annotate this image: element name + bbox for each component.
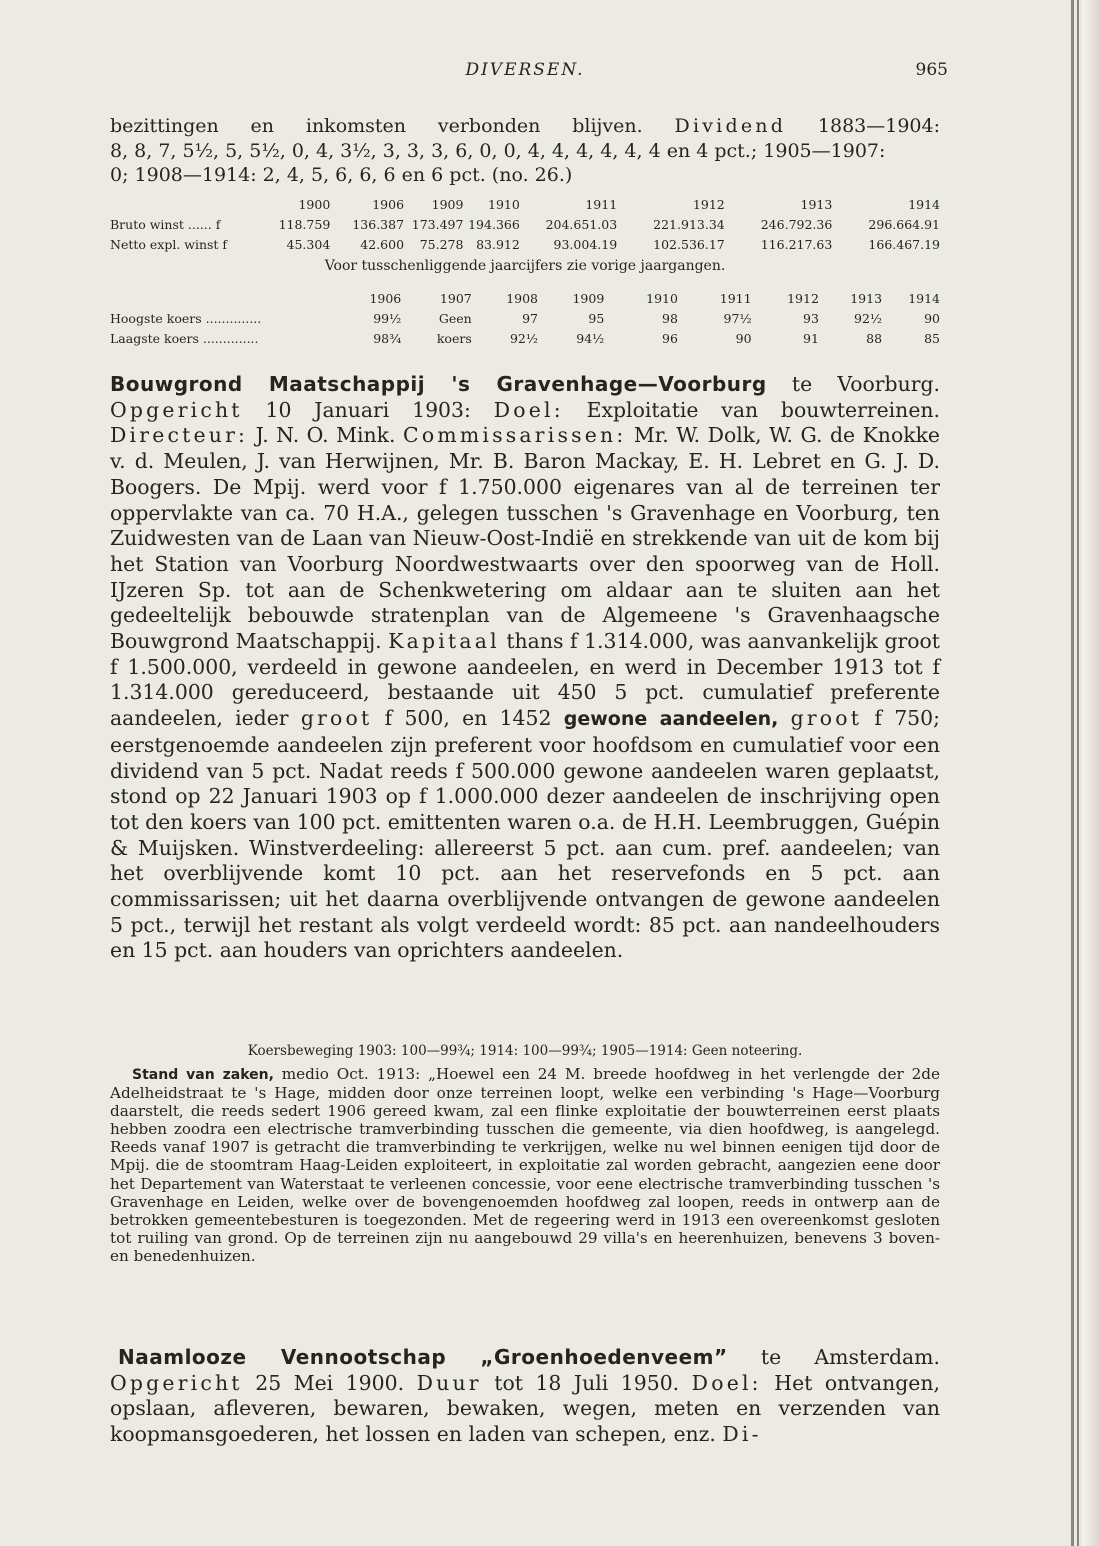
table-note: Voor tusschenliggende jaarcijfers zie vorige jaargangen. [324,258,726,274]
value-cell: 92½ [509,330,539,346]
table-row [110,308,940,328]
results-table [110,194,940,254]
page-edge-line [1071,0,1074,1546]
intro-paragraph [110,114,940,188]
doel-label: Doel: [691,1370,762,1395]
table-header-row [110,288,940,308]
value-cell: 98 [662,310,678,326]
value-cell: 102.536.17 [653,236,725,252]
company-name: Naamlooze Vennootschap „Groenhoedenveem” [118,1345,728,1369]
row-label: Hoogste koers .............. [110,310,262,326]
value-cell: 85 [924,330,940,346]
year-cell: 1911 [585,196,618,212]
year-cell: 1914 [908,196,940,212]
value-cell: 97½ [723,310,752,326]
value-cell: koers [436,330,472,346]
value-cell: 99½ [373,310,402,326]
year-cell: 1908 [506,290,539,306]
year-cell: 1907 [439,290,472,306]
stand-label: Stand van zaken, [132,1067,274,1083]
year-cell: 1913 [800,196,833,212]
year-cell: 1910 [488,196,520,212]
bouwgrond-entry: Bouwgrond Maatschappij 's Gravenhage—Voorburg te Voorburg. Opgericht 10 Januari 1903: Doel: Exploitatie van bouwterreinen. Directeur: J. N. O. Mink. Commissarissen: Mr. W. Dolk, W. G. de Knokke v. d. Meulen, J. van Herwijnen, Mr. B. Baron Mackay, E. H. Lebret en G. J. D. Boogers. De Mpij. werd voor f 1.750.000 eigenares van al de terreinen ter oppervlakte van ca. 70 H.A., gelegen tusschen 's Gravenhage en Voorburg, ten Zuidwesten van de Laan van Nieuw-Oost-Indië en strekkende van uit de kom bij het Station van Voorburg Noordwestwaarts over den spoorweg van de Holl. IJzeren Sp. tot aan de Schenkwetering om aldaar aan te sluiten aan het gedeeltelijk bebouwde stratenplan van de Algemeene 's Gravenhaagsche Bouwgrond Maatschappij. Kapitaal thans f 1.314.000, was aanvankelijk groot f 1.500.000, verdeeld in gewone aandeelen, en werd in December 1913 tot f 1.314.000 gereduceerd, bestaande uit 450 5 pct. cumulatief preferente aandeelen, ieder groot f 500, en 1452 gewone aandeelen, groot f 750; eerstgenoemde aandeelen zijn preferent voor hoofdsom en cumulatief voor een dividend van 5 pct. Nadat reeds f 500.000 gewone aandeelen waren geplaatst, stond op 22 Januari 1903 op f 1.000.000 dezer aandeelen de inschrijving open tot den koers van 100 pct. emittenten waren o.a. de H.H. Leembruggen, Guépin & Muijsken. Winstverdeeling: allereerst 5 pct. aan cum. pref. aandeelen; van het overblijvende komt 10 pct. aan het reservefonds en 5 pct. aan commissarissen; uit het daarna overblijvende ontvangen de gewone aandeelen 5 pct., terwijl het restant als volgt verdeeld wordt: 85 pct. aan nandeelhouders en 15 pct. aan houders van oprichters aandeelen. [110,372,940,963]
page-edge-line [1077,0,1079,1546]
year-cell: 1912 [787,290,819,306]
price-table-block [110,288,940,348]
table-header-row [110,194,940,214]
year-cell: 1900 [298,196,331,212]
value-cell: 221.913.34 [653,216,725,232]
value-cell: 88 [866,330,883,346]
table-row [110,234,940,254]
price-table [110,288,940,348]
running-head [110,60,948,90]
value-cell: 118.759 [278,216,331,232]
duur-label: Duur [416,1370,482,1395]
value-cell: 136.387 [352,216,405,232]
groot-label: groot [300,706,373,731]
continued-label: Di- [722,1422,762,1447]
value-cell: 296.664.91 [868,216,940,232]
value-cell: 246.792.36 [760,216,833,232]
commissarissen-label: Commissarissen: [403,423,627,448]
row-label: Netto expl. winst f [110,236,228,252]
table-row [110,328,940,348]
value-cell: 97 [522,310,539,326]
value-cell: 45.304 [286,236,331,252]
intro-text: bezittingen en inkomsten verbonden blijven. [110,115,643,137]
value-cell: 75.278 [419,236,464,252]
directeur-label: Directeur: [110,423,249,448]
stand-van-zaken [110,1065,940,1265]
value-cell: 90 [735,330,752,346]
value-cell: 83.912 [476,236,520,252]
table-row [110,214,940,234]
koersbeweging-line: Koersbeweging 1903: 100—99¾; 1914: 100—99¾; 1905—1914: Geen noteering. [247,1043,803,1059]
intro-line: 8, 8, 7, 5½, 5, 5½, 0, 4, 3½, 3, 3, 3, 6, 0, 0, 4, 4, 4, 4, 4, 4 en 4 pct.; 1905—1907: [110,139,886,162]
year-cell: 1906 [372,196,405,212]
row-label: Laagste koers .............. [110,330,259,346]
year-cell: 1909 [431,196,464,212]
value-cell: 173.497 [411,216,464,232]
year-cell: 1913 [850,290,883,306]
value-cell: 91 [803,330,819,346]
year-cell: 1911 [719,290,752,306]
value-cell: 92½ [854,310,883,326]
opgericht-label: Opgericht [110,1370,243,1395]
intro-line: 0; 1908—1914: 2, 4, 5, 6, 6, 6 en 6 pct. (no. 26.) [110,164,573,187]
running-title: DIVERSEN. [465,60,585,80]
value-cell: 95 [588,310,605,326]
value-cell: 94½ [576,330,605,346]
page-number: 965 [915,60,948,80]
gewone-aandeelen-label: gewone aandeelen, [563,708,779,731]
value-cell: 96 [662,330,678,346]
value-cell: 93.004.19 [553,236,618,252]
value-cell: 166.467.19 [868,236,940,252]
year-cell: 1914 [908,290,940,306]
results-table-block [110,194,940,274]
dividend-label: Dividend [674,115,787,137]
value-cell: 98¾ [373,330,402,346]
value-cell: 90 [924,310,940,326]
value-cell: 204.651.03 [545,216,618,232]
value-cell: 93 [803,310,819,326]
year-cell: 1909 [572,290,605,306]
groenhoedenveem-entry: Naamlooze Vennootschap „Groenhoedenveem” te Amsterdam. Opgericht 25 Mei 1900. Duur tot 18 Juli 1950. Doel: Het ontvangen, opslaan, afleveren, bewaren, bewaken, wegen, meten en verzenden van koopmansgoederen, het lossen en laden van schepen, enz. Di- [110,1345,940,1447]
stand-text: medio Oct. 1913: „Hoewel een 24 M. breede hoofdweg in het verlengde der 2de Adelheidstraat te 's Hage, midden door onze terreinen loopt, welke een verbinding 's Hage—Voorburg daarstelt, die reeds sedert 1906 gereed kwam, zal een flinke exploitatie der bouwterreinen eerst plaats hebben zoodra een electrische tramverbinding tusschen die gemeente, via dien hoofdweg, is aangelegd. Reeds vanaf 1907 is getracht die tramverbinding te verkrijgen, welke nu wel binnen eenigen tijd door de Mpij. die de stoomtram Haag-Leiden exploiteert, in exploitatie zal worden gebracht, aangezien eene door het Departement van Waterstaat te verleenen concessie, voor eene electrische tramverbinding tusschen 's Gravenhage en Leiden, welke over de bovengenoemden hoofdweg zal loopen, reeds in ontwerp aan de betrokken gemeentebesturen is toegezonden. Met de regeering werd in 1913 een overeenkomst gesloten tot ruiling van grond. Op de terreinen zijn nu aangebouwd 29 villa's en heerenhuizen, benevens 3 boven- en benedenhuizen. [110,1065,940,1265]
groot-label: groot [790,706,863,731]
year-cell: 1912 [692,196,725,212]
opgericht-label: Opgericht [110,397,243,422]
year-cell: 1906 [369,290,402,306]
value-cell: 42.600 [360,236,405,252]
intro-text: 1883—1904: [817,115,941,137]
value-cell: 194.366 [468,216,520,232]
book-gutter [1082,0,1100,1546]
kapitaal-label: Kapitaal [388,629,500,654]
doel-label: Doel: [493,397,564,422]
row-label: Bruto winst ...... f [110,216,221,232]
year-cell: 1910 [646,290,678,306]
value-cell: Geen [438,310,472,326]
company-name: Bouwgrond Maatschappij 's Gravenhage—Voorburg [110,372,767,396]
value-cell: 116.217.63 [760,236,833,252]
